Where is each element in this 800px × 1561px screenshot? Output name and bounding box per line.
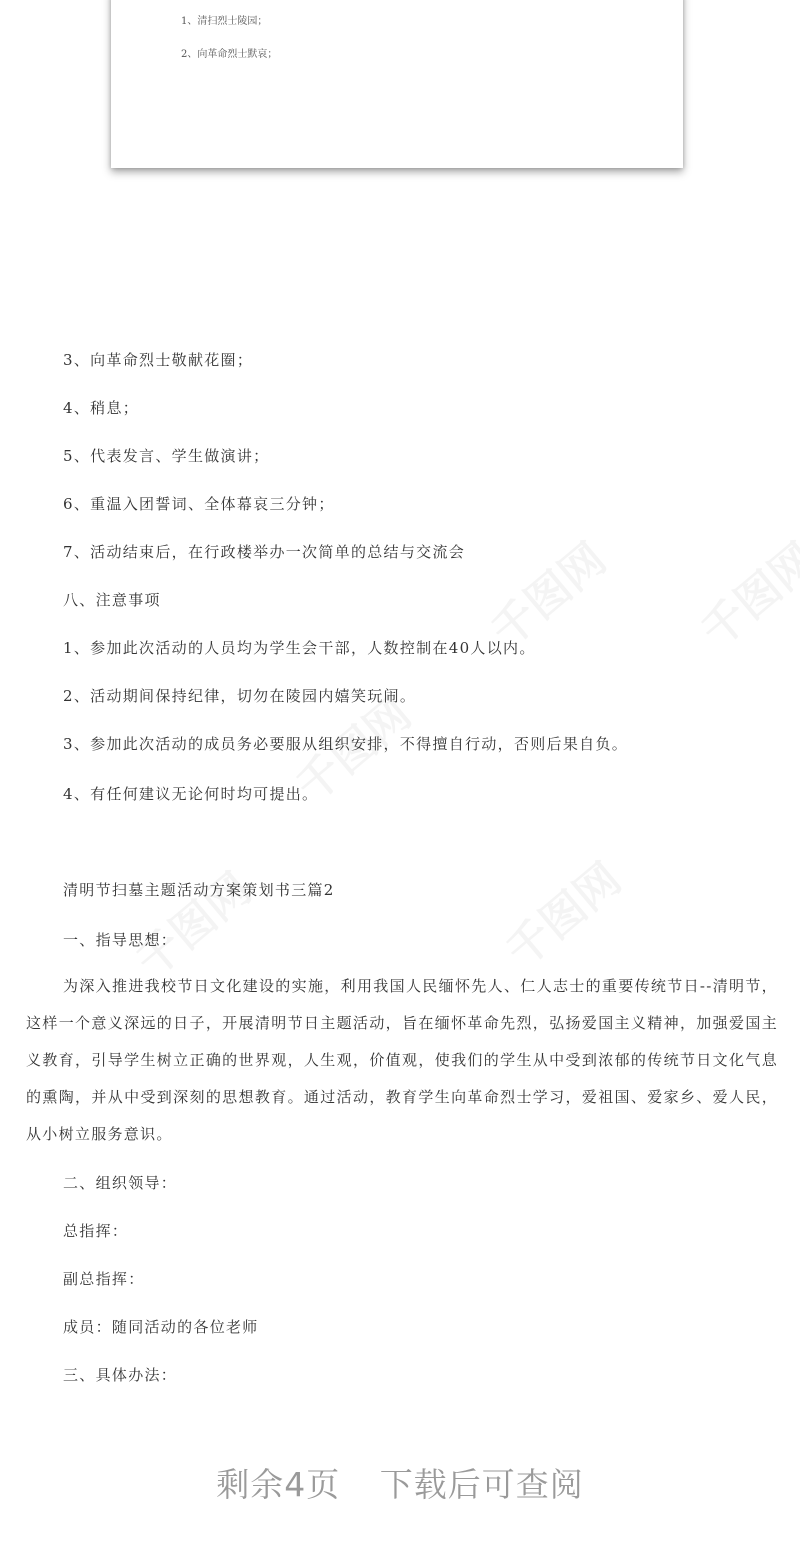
page-preview-card [111,0,683,168]
step-item: 6、重温入团誓词、全体幕哀三分钟； [63,495,335,513]
download-prompt[interactable]: 剩余4页 下载后可查阅 [216,1465,584,1504]
watermark [490,845,632,979]
method-heading: 三、具体办法： [63,1366,178,1384]
org-heading: 二、组织领导： [63,1174,178,1192]
step-item: 4、稍息； [63,399,140,417]
note-item: 1、参加此次活动的人员均为学生会干部，人数控制在40人以内。 [63,639,536,657]
members-line: 成员：随同活动的各位老师 [63,1318,259,1336]
notes-heading: 八、注意事项 [63,591,161,609]
preview-item-1: 1、清扫烈士陵园； [181,16,268,27]
note-item: 4、有任何建议无论何时均可提出。 [63,785,319,803]
step-item: 7、活动结束后，在行政楼举办一次简单的总结与交流会 [63,543,466,561]
preview-item-2: 2、向革命烈士默哀； [181,49,278,60]
note-item: 3、参加此次活动的成员务必要服从组织安排，不得擅自行动，否则后果自负。 [63,735,629,753]
vice-commander-line: 副总指挥： [63,1270,145,1288]
watermark [685,525,800,659]
document-title: 清明节扫墓主题活动方案策划书三篇2 [63,881,335,899]
guide-paragraph: 为深入推进我校节日文化建设的实施，利用我国人民缅怀先人、仁人志士的重要传统节日--清明节，这样一个意义深远的日子，开展清明节日主题活动，旨在缅怀革命先烈，弘扬爱国主义精神，加强爱国主义教育，引导学生树立正确的世界观，人生观，价值观，使我们的学生从中受到浓郁的传统节日文化气息的熏陶，并从中受到深刻的思想教育。通过活动，教育学生向革命烈士学习，爱祖国、爱家乡、爱人民，从小树立服务意识。 [26,977,778,1143]
guide-heading: 一、指导思想： [63,931,178,949]
step-item: 3、向革命烈士敬献花圈； [63,351,254,369]
note-item: 2、活动期间保持纪律，切勿在陵园内嬉笑玩闹。 [63,687,417,705]
commander-line: 总指挥： [63,1222,129,1240]
step-item: 5、代表发言、学生做演讲； [63,447,270,465]
